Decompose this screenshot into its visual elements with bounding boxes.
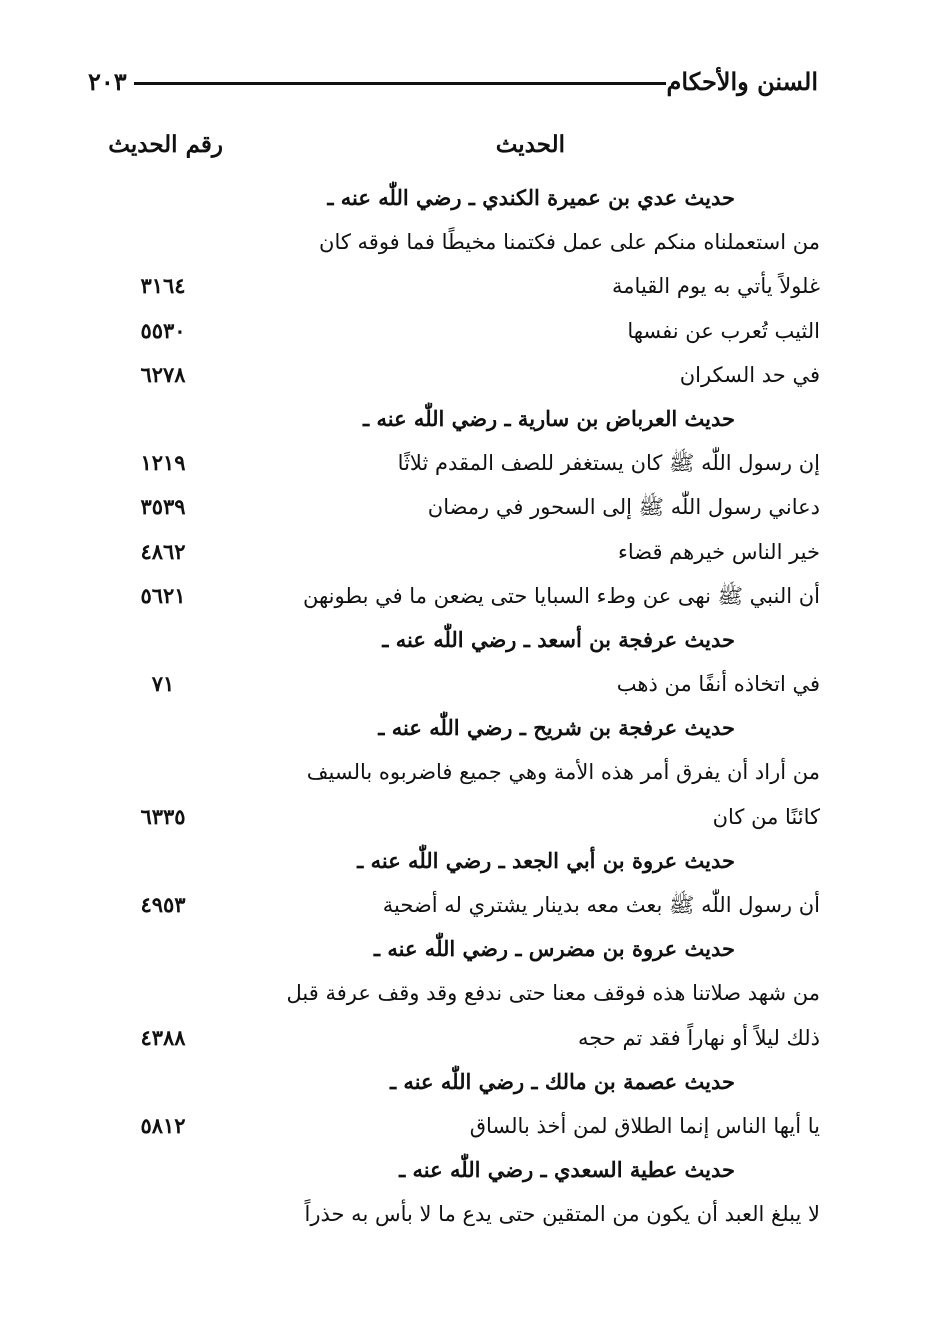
hadith-text: في حد السكران <box>679 362 820 387</box>
hadith-text: من أراد أن يفرق أمر هذه الأمة وهي جميع فاضربوه بالسيف <box>306 760 820 785</box>
running-header <box>88 64 818 104</box>
hadith-entry <box>0 662 925 706</box>
section-heading-text: حديث عطية السعدي ـ رضي اللّٰه عنه ـ <box>399 1157 735 1183</box>
hadith-number: ٧١ <box>151 671 175 697</box>
hadith-number: ٥٨١٢ <box>140 1112 186 1138</box>
page-number: ٢٠٣ <box>88 67 127 96</box>
hadith-number: ٤٣٨٨ <box>140 1024 186 1050</box>
hadith-entry <box>0 1104 925 1148</box>
hadith-text: أن رسول اللّٰه ﷺ بعث معه بدينار يشتري له أضحية <box>382 893 820 917</box>
hadith-text: غلولاً يأتي به يوم القيامة <box>612 274 820 299</box>
section-heading <box>0 176 925 220</box>
hadith-number: ٥٦٢١ <box>140 582 186 608</box>
hadith-index-list <box>0 176 925 1237</box>
hadith-number: ٣١٦٤ <box>140 273 186 299</box>
header-rule <box>134 82 666 85</box>
hadith-entry <box>0 530 925 574</box>
hadith-entry <box>0 441 925 485</box>
hadith-number: ٦٣٣٥ <box>140 803 186 829</box>
section-heading-text: حديث عدي بن عميرة الكندي ـ رضي اللّٰه عنه ـ <box>327 185 735 210</box>
section-heading <box>0 839 925 883</box>
hadith-text: الثيب تُعرب عن نفسها <box>627 318 820 343</box>
hadith-text: إن رسول اللّٰه ﷺ كان يستغفر للصف المقدم ثلاثًا <box>397 451 820 476</box>
hadith-entry <box>0 883 925 927</box>
hadith-text: دعاني رسول اللّٰه ﷺ إلى السحور في رمضان <box>427 495 820 520</box>
section-heading <box>0 1148 925 1192</box>
hadith-text: أن النبي ﷺ نهى عن وطء السبايا حتى يضعن ما في بطونهن <box>302 583 820 608</box>
hadith-entry <box>0 485 925 529</box>
hadith-number: ٥٥٣٠ <box>140 317 186 343</box>
section-heading-text: حديث عروة بن مضرس ـ رضي اللّٰه عنه ـ <box>373 936 735 962</box>
book-title: السنن والأحكام <box>666 67 818 96</box>
hadith-text: يا أيها الناس إنما الطلاق لمن أخذ بالساق <box>469 1113 820 1138</box>
hadith-number: ٤٨٦٢ <box>140 538 186 564</box>
hadith-text: في اتخاذه أنفًا من ذهب <box>616 672 820 697</box>
column-header-hadith: الحديث <box>495 131 565 158</box>
hadith-entry <box>0 220 925 264</box>
hadith-entry <box>0 1192 925 1236</box>
hadith-entry <box>0 971 925 1015</box>
section-heading <box>0 397 925 441</box>
hadith-number: ١٢١٩ <box>140 450 186 476</box>
hadith-entry <box>0 795 925 839</box>
hadith-entry <box>0 353 925 397</box>
hadith-text: كائنًا من كان <box>712 804 820 829</box>
hadith-text: من شهد صلاتنا هذه فوقف معنا حتى ندفع وقد وقف عرفة قبل <box>286 981 820 1006</box>
section-heading <box>0 706 925 750</box>
section-heading-text: حديث عروة بن أبي الجعد ـ رضي اللّٰه عنه ـ <box>357 847 735 873</box>
section-heading <box>0 1060 925 1104</box>
section-heading-text: حديث عرفجة بن أسعد ـ رضي اللّٰه عنه ـ <box>382 626 735 652</box>
section-heading <box>0 927 925 971</box>
hadith-entry <box>0 309 925 353</box>
hadith-text: ذلك ليلاً أو نهاراً فقد تم حجه <box>578 1025 820 1050</box>
hadith-entry <box>0 264 925 308</box>
section-heading-text: حديث عصمة بن مالك ـ رضي اللّٰه عنه ـ <box>389 1068 735 1094</box>
hadith-entry <box>0 750 925 794</box>
hadith-text: من استعملناه منكم على عمل فكتمنا مخيطًا فما فوقه كان <box>319 230 820 255</box>
section-heading <box>0 618 925 662</box>
hadith-number: ٤٩٥٣ <box>140 892 186 917</box>
section-heading-text: حديث العرباض بن سارية ـ رضي اللّٰه عنه ـ <box>363 405 735 431</box>
column-header-number: رقم الحديث <box>108 131 223 158</box>
hadith-entry <box>0 1016 925 1060</box>
section-heading-text: حديث عرفجة بن شريح ـ رضي اللّٰه عنه ـ <box>378 715 735 741</box>
hadith-text: لا يبلغ العبد أن يكون من المتقين حتى يدع ما لا بأس به حذراً <box>304 1202 820 1227</box>
hadith-number: ٣٥٣٩ <box>140 494 186 520</box>
hadith-number: ٦٢٧٨ <box>140 361 186 387</box>
hadith-text: خير الناس خيرهم قضاء <box>617 539 820 564</box>
hadith-entry <box>0 574 925 618</box>
